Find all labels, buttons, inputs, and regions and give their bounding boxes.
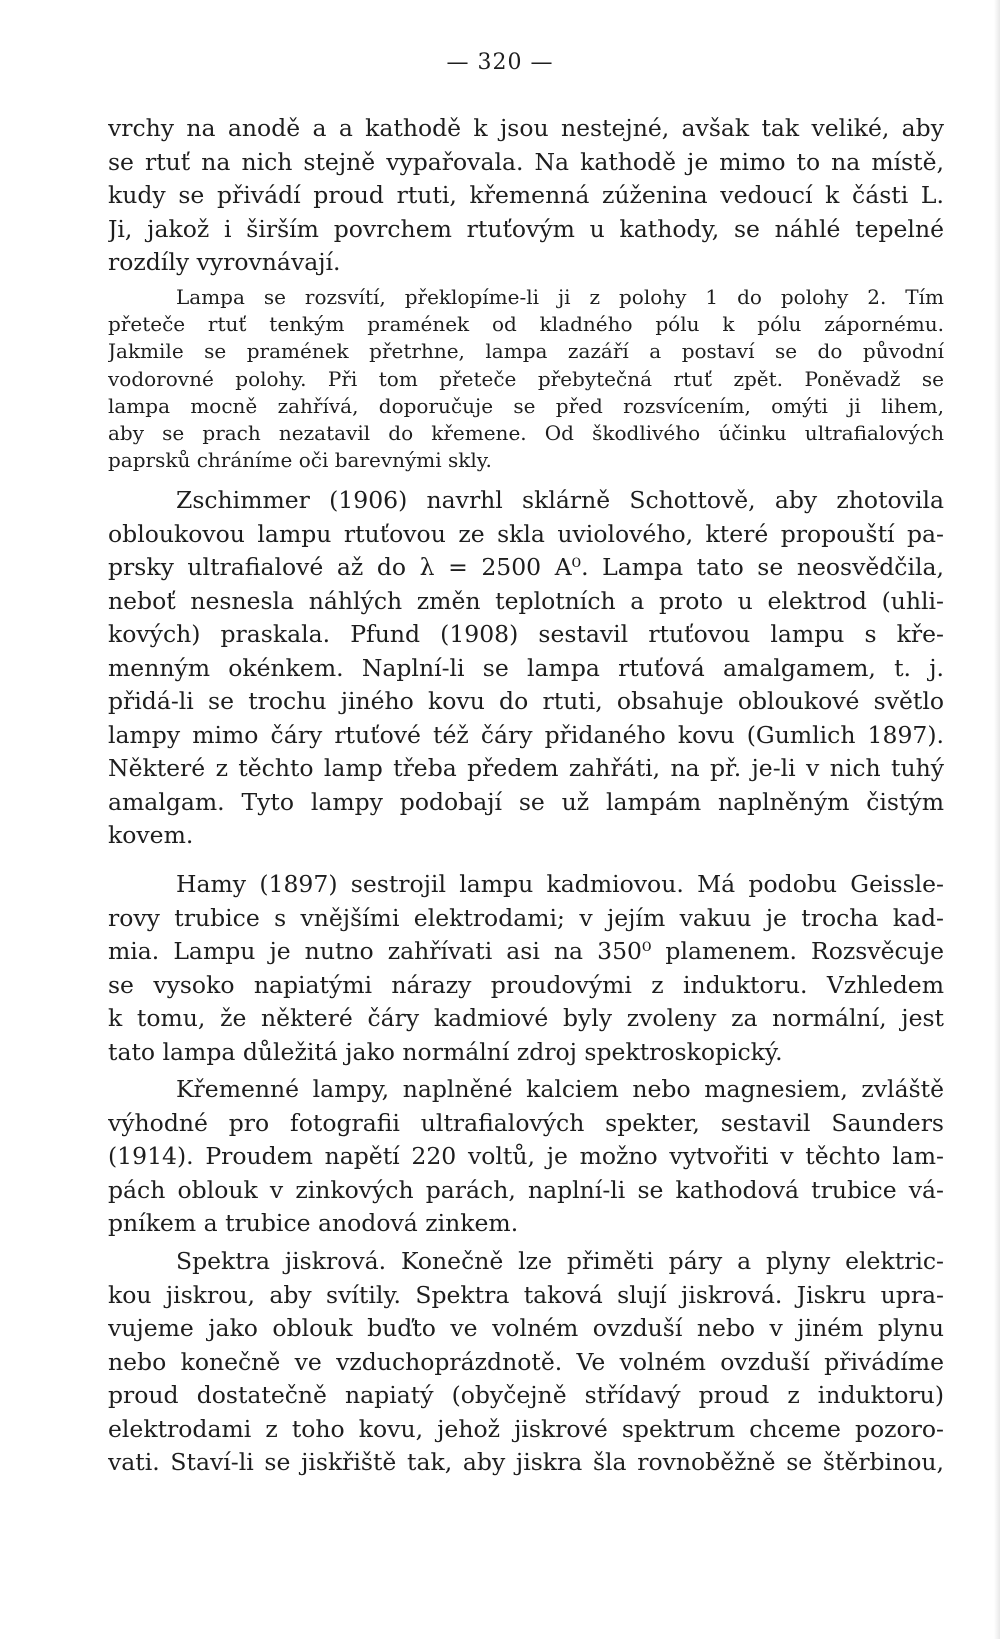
text-line: vujeme jako oblouk buďto ve volném ovzduší nebo v jiném plynu <box>108 1314 944 1342</box>
page-number: — 320 — <box>446 50 554 75</box>
text-line: obloukovou lampu rtuťovou ze skla uviolového, které propouští pa- <box>108 519 944 548</box>
text-line: rozdíly vyrovnávají. <box>108 248 341 276</box>
paragraph-5 <box>108 1073 944 1241</box>
text-line: se vysoko napiatými nárazy proudovými z induktoru. Vzhledem <box>108 970 944 999</box>
page-edge-shadow <box>994 0 1000 1639</box>
text-line: Lampa se rozsvítí, překlopíme-li ji z polohy 1 do polohy 2. Tím <box>176 285 944 309</box>
text-line: (1914). Proudem napětí 220 voltů, je možno vytvořiti v těchto lam- <box>108 1142 944 1170</box>
paragraph-2 <box>108 284 944 474</box>
text-line: proud dostatečně napiatý (obyčejně střídavý proud z induktoru) <box>108 1381 944 1409</box>
text-line: Jakmile se pramének přetrhne, lampa zazáří a postaví se do původní <box>108 339 944 364</box>
paragraph-1 <box>108 112 944 280</box>
text-line: neboť nesnesla náhlých změn teplotních a proto u elektrod (uhli- <box>108 586 944 615</box>
text-line: se rtuť na nich stejně vypařovala. Na kathodě je mimo to na místě, <box>108 147 944 176</box>
text-line: vodorovné polohy. Při tom přeteče přebytečná rtuť zpět. Poněvadž se <box>108 366 944 391</box>
text-line: tato lampa důležitá jako normální zdroj spektroskopický. <box>108 1037 783 1066</box>
text-line: k tomu, že některé čáry kadmiové byly zvoleny za normální, jest <box>108 1004 944 1032</box>
text-line: Křemenné lampy, naplněné kalciem nebo magnesiem, zvláště <box>176 1075 944 1103</box>
text-line: pách oblouk v zinkových parách, naplní-li se kathodová trubice vá- <box>108 1175 944 1204</box>
text-line: lampa mocně zahřívá, doporučuje se před rozsvícením, omýti ji lihem, <box>108 393 944 418</box>
text-line: menným okénkem. Naplní-li se lampa rtuťová amalgamem, t. j. <box>108 653 944 682</box>
text-line: Hamy (1897) sestrojil lampu kadmiovou. Má podobu Geissle- <box>176 870 944 898</box>
text-line: elektrodami z toho kovu, jehož jiskrové spektrum chceme pozoro- <box>108 1414 944 1443</box>
text-line: amalgam. Tyto lampy podobají se už lampám naplněným čistým <box>108 787 944 816</box>
text-line: lampy mimo čáry rtuťové též čáry přidaného kovu (Gumlich 1897). <box>108 720 944 749</box>
text-line: kou jiskrou, aby svítily. Spektra taková slují jiskrová. Jiskru upra- <box>108 1280 944 1309</box>
text-line: kovem. <box>108 821 194 849</box>
text-line: mia. Lampu je nutno zahřívati asi na 350⁰ plamenem. Rozsvěcuje <box>108 937 944 965</box>
text-line: pníkem a trubice anodová zinkem. <box>108 1209 519 1237</box>
text-line: vati. Staví-li se jiskřiště tak, aby jiskra šla rovnoběžně se štěrbinou, <box>108 1448 944 1476</box>
text-line: Ji, jakož i širším povrchem rtuťovým u kathody, se náhlé tepelné <box>108 214 944 243</box>
text-line: přeteče rtuť tenkým pramének od kladného pólu k pólu zápornému. <box>108 312 944 337</box>
paragraph-3 <box>108 484 944 853</box>
text-line: rovy trubice s vnějšími elektrodami; v jejím vakuu je trocha kad- <box>108 903 944 932</box>
text-line: Spektra jiskrová. Konečně lze přiměti páry a plyny elektric- <box>176 1247 944 1275</box>
paragraph-6 <box>108 1245 944 1480</box>
text-line: Zschimmer (1906) navrhl sklárně Schottově, aby zhotovila <box>176 486 944 514</box>
text-line: prsky ultrafialové až do λ = 2500 A⁰. Lampa tato se neosvědčila, <box>108 553 944 581</box>
text-line: přidá-li se trochu jiného kovu do rtuti, obsahuje obloukové světlo <box>108 687 944 715</box>
text-line: paprsků chráníme oči barevnými skly. <box>108 448 492 473</box>
text-line: kudy se přivádí proud rtuti, křemenná zúženina vedoucí k části L. <box>108 181 944 209</box>
text-line: Některé z těchto lamp třeba předem zahřáti, na př. je-li v nich tuhý <box>108 754 944 782</box>
text-line: aby se prach nezatavil do křemene. Od škodlivého účinku ultrafialových <box>108 420 944 445</box>
text-line: vrchy na anodě a a kathodě k jsou nestejné, avšak tak veliké, aby <box>108 114 944 142</box>
text-line: výhodné pro fotografii ultrafialových spekter, sestavil Saunders <box>108 1108 944 1137</box>
text-line: nebo konečně ve vzduchoprázdnotě. Ve volném ovzduší přivádíme <box>108 1347 944 1376</box>
text-line: kových) praskala. Pfund (1908) sestavil rtuťovou lampu s kře- <box>108 620 944 648</box>
paragraph-4 <box>108 868 944 1069</box>
